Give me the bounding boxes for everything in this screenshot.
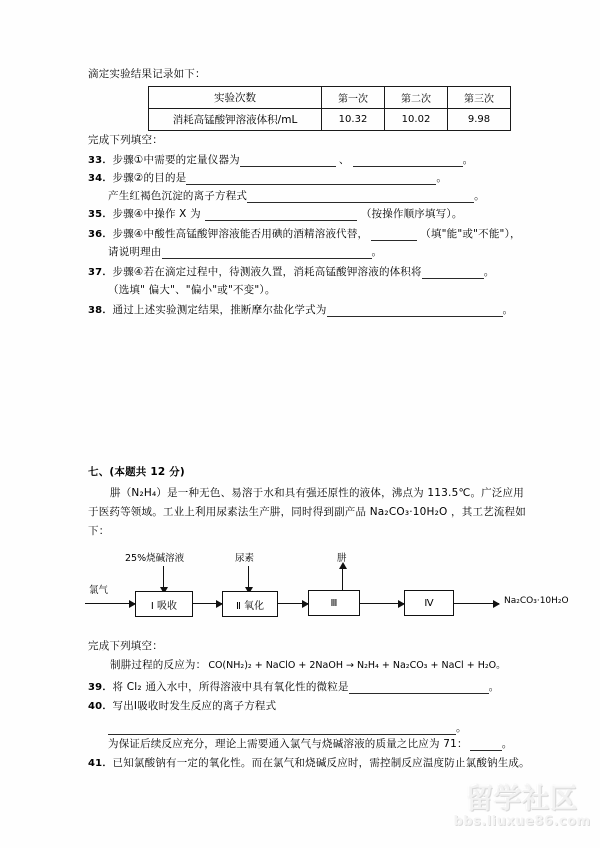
table-header-trial-1: 第一次: [322, 87, 385, 109]
flow-arrow-hydrazine: [342, 568, 343, 590]
question-34-number: 34．: [88, 173, 113, 184]
reaction-prefix: 制肼过程的反应为：: [110, 659, 207, 671]
reaction-line: [110, 659, 506, 672]
flow-arrow-outlet: [454, 603, 499, 604]
question-34-text-1: 步骤②的目的是: [112, 172, 187, 184]
flow-outlet-label: Na₂CO₃·10H₂O: [504, 596, 569, 606]
flow-inlet-label: 氯气: [89, 585, 109, 596]
section-seven-paragraph-line-2: 于医药等领域。工业上利用尿素法生产肼，同时得到副产品 Na₂CO₃·10H₂O ，其工艺流程如: [88, 506, 526, 518]
question-40-period: 。: [456, 722, 467, 734]
question-34-blank-1[interactable]: [186, 173, 436, 185]
question-34-line-2: [108, 190, 485, 203]
table-header-experiment-count: 实验次数: [149, 87, 322, 109]
question-38-number: 38．: [88, 305, 113, 316]
question-38-text: 通过上述实验测定结果，推断摩尔盐化学式为: [112, 304, 327, 316]
results-table: [148, 86, 511, 131]
question-37-line-2: （选填" 偏大"、"偏小"或"不变"）。: [108, 284, 276, 296]
table-row: [149, 87, 511, 109]
watermark: [452, 786, 592, 829]
flow-box-I[interactable]: Ⅰ 吸收: [135, 591, 193, 617]
question-33-period: 。: [462, 154, 474, 166]
flow-arrow-I-to-II: [193, 603, 222, 604]
question-36-line-2: [108, 246, 382, 259]
table-label-volume-consumed: 消耗高锰酸钾溶液体积/mL: [149, 109, 322, 131]
question-37-blank[interactable]: [422, 267, 484, 279]
question-34-blank-2[interactable]: [247, 191, 474, 203]
section-seven-paragraph-line-1: 肼（N₂H₄）是一种无色、易溶于水和具有强还原性的液体，沸点为 113.5℃。广泛应用: [110, 487, 524, 499]
section-seven-heading: 七、(本题共 12 分): [88, 466, 185, 478]
question-35-number: 35．: [88, 209, 113, 220]
question-34-text-2: 产生红褐色沉淀的离子方程式: [108, 190, 248, 202]
table-row: [149, 109, 511, 131]
question-37-line-1: [88, 266, 494, 279]
question-41: [88, 757, 530, 770]
question-33-separator: 、: [338, 154, 350, 166]
table-value-trial-1: 10.32: [322, 109, 385, 131]
question-36-period: 。: [371, 246, 383, 258]
question-33-text: 步骤①中需要的定量仪器为: [112, 154, 240, 166]
question-37-text: 步骤④若在滴定过程中，待测液久置，消耗高锰酸钾溶液的体积将: [112, 266, 422, 278]
question-39-number: 39．: [88, 682, 113, 693]
question-33-blank-1[interactable]: [240, 155, 336, 167]
intro-line: 滴定实验结果记录如下：: [88, 68, 206, 80]
question-33-number: 33．: [88, 155, 113, 166]
question-40-blank-answer[interactable]: [108, 723, 456, 735]
question-35-blank[interactable]: [205, 209, 357, 221]
question-41-text: 已知氯酸钠有一定的氧化性。而在氯气和烧碱反应时，需控制反应温度防止氯酸钠生成。: [112, 757, 530, 769]
flow-box-IV[interactable]: Ⅳ: [404, 590, 454, 616]
table-value-trial-2: 10.02: [385, 109, 448, 131]
question-35-hint: （按操作顺序填写）。: [360, 208, 463, 220]
question-40-text: 写出Ⅰ吸收时发生反应的离子方程式: [112, 700, 277, 712]
table-header-trial-3: 第三次: [448, 87, 511, 109]
question-40-line-2: [108, 722, 467, 735]
question-41-number: 41．: [88, 758, 113, 769]
flow-box-III[interactable]: Ⅲ: [308, 590, 360, 616]
watermark-title: 留学社区: [466, 784, 578, 815]
flow-arrow-II-to-III: [278, 603, 308, 604]
question-33: [88, 154, 473, 167]
question-36-line-1: [88, 228, 521, 241]
question-38-blank[interactable]: [327, 305, 503, 317]
question-40-line-1: [88, 700, 276, 713]
flow-arrow-III-to-IV: [360, 603, 404, 604]
flow-arrow-naoh: [163, 566, 164, 588]
question-39: [88, 681, 499, 694]
question-38: [88, 304, 513, 317]
question-39-period: 。: [488, 681, 500, 693]
question-37-number: 37．: [88, 267, 113, 278]
flow-box-II[interactable]: Ⅱ 氧化: [222, 591, 278, 617]
question-38-period: 。: [502, 304, 514, 316]
question-37-period: 。: [483, 266, 495, 278]
question-40-blank-ratio[interactable]: [470, 739, 502, 751]
question-35-text: 步骤④中操作 X 为: [112, 208, 201, 220]
section-seven-paragraph-line-3: 下：: [88, 525, 110, 537]
flow-input-label-naoh: 25%烧碱溶液: [125, 553, 185, 564]
question-35: [88, 208, 463, 221]
flow-arrow-urea: [248, 566, 249, 588]
question-36-number: 36．: [88, 229, 113, 240]
table-value-trial-3: 9.98: [448, 109, 511, 131]
results-table-wrapper: [148, 86, 511, 131]
question-40-ratio-text: 为保证后续反应充分，理论上需要通入氯气与烧碱溶液的质量之比应为 71：: [108, 738, 468, 750]
question-40-line-3: [108, 738, 512, 751]
question-34-period-1: 。: [436, 172, 448, 184]
question-40-number: 40．: [88, 701, 113, 712]
flow-input-label-urea: 尿素: [235, 553, 255, 564]
fill-prompt-1: 完成下列填空：: [88, 134, 163, 146]
question-39-text: 将 Cl₂ 通入水中，所得溶液中具有氧化性的微粒是: [112, 681, 349, 693]
watermark-url: bbs.liuxue86.com: [453, 814, 591, 829]
question-36-blank-2[interactable]: [162, 247, 372, 259]
reaction-equation: CO(NH₂)₂ + NaClO + 2NaOH → N₂H₄ + Na₂CO₃ + NaCl + H₂O。: [208, 660, 506, 671]
table-header-trial-2: 第二次: [385, 87, 448, 109]
question-39-blank[interactable]: [349, 682, 489, 694]
fill-prompt-2: 完成下列填空：: [88, 640, 163, 652]
question-34-period-2: 。: [474, 190, 485, 202]
process-flowchart: [85, 548, 569, 636]
question-36-text-1: 步骤④中酸性高锰酸钾溶液能否用碘的酒精溶液代替，: [112, 228, 369, 240]
question-33-blank-2[interactable]: [353, 155, 463, 167]
flow-arrow-inlet: [85, 603, 135, 604]
flow-output-label-hydrazine: 肼: [337, 553, 347, 564]
question-34-line-1: [88, 172, 447, 185]
question-36-text-2: 请说明理由: [108, 246, 162, 258]
question-40-ratio-period: 。: [501, 738, 513, 750]
question-36-blank-1[interactable]: [371, 229, 417, 241]
question-36-hint: （填"能"或"不能"），: [420, 228, 521, 240]
